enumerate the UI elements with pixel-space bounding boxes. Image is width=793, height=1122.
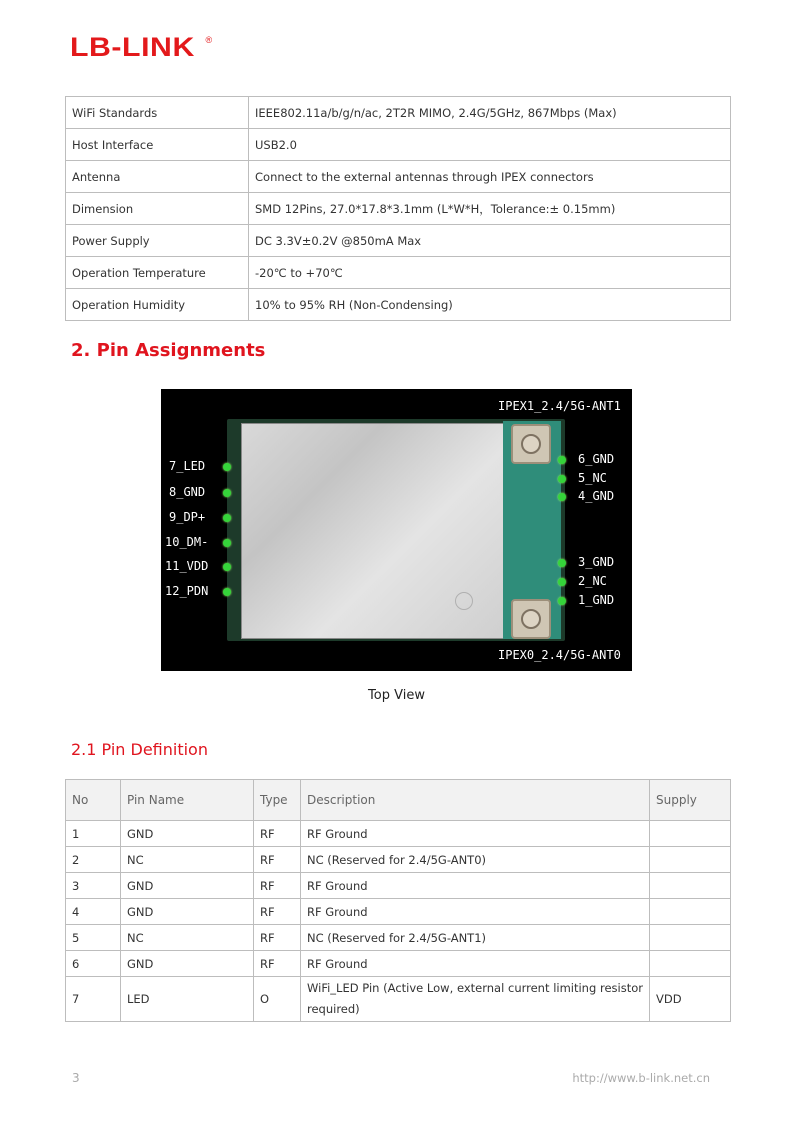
table-row [66, 225, 731, 257]
ipex-connector-ant1 [511, 424, 551, 464]
table-header-row [66, 780, 731, 821]
pin-no: 7 [66, 977, 121, 1022]
pin-label: 10_DM- [165, 535, 209, 549]
table-row [66, 257, 731, 289]
table-row [66, 847, 731, 873]
page-number: 3 [72, 1071, 80, 1085]
footer-link[interactable]: http://www.b-link.net.cn [572, 1071, 710, 1085]
pin-name: LED [121, 977, 254, 1022]
pin-desc: RF Ground [301, 951, 650, 977]
spec-value: USB2.0 [249, 129, 731, 161]
pin-pad [558, 456, 566, 464]
pin-no: 5 [66, 925, 121, 951]
pin-pad [223, 489, 231, 497]
table-row [66, 873, 731, 899]
pin-label: 11_VDD [165, 559, 209, 573]
pin-definition-table [65, 779, 731, 1022]
section-heading: 2. Pin Assignments [71, 340, 266, 361]
column-header: Pin Name [121, 780, 254, 821]
pin-name: NC [121, 847, 254, 873]
pin-supply [650, 821, 731, 847]
table-row [66, 289, 731, 321]
pin-type: RF [254, 821, 301, 847]
pin-type: RF [254, 873, 301, 899]
column-header: Supply [650, 780, 731, 821]
registered-mark: ® [205, 35, 213, 45]
pin-pad [558, 578, 566, 586]
pin-no: 2 [66, 847, 121, 873]
pin-no: 4 [66, 899, 121, 925]
pin-pad [223, 514, 231, 522]
pin-pad [223, 463, 231, 471]
pin-label: 1_GND [578, 593, 615, 607]
table-row [66, 161, 731, 193]
pin-desc: WiFi_LED Pin (Active Low, external current limiting resistor required) [301, 977, 650, 1022]
pin-desc: NC (Reserved for 2.4/5G-ANT0) [301, 847, 650, 873]
pin-name: NC [121, 925, 254, 951]
spec-value: 10% to 95% RH (Non-Condensing) [249, 289, 731, 321]
ant1-label: IPEX1_2.4/5G-ANT1 [498, 399, 621, 413]
pin-no: 1 [66, 821, 121, 847]
spec-key: Dimension [66, 193, 249, 225]
pin-label: 6_GND [578, 452, 615, 466]
pin-label: 3_GND [578, 555, 615, 569]
pin-name: GND [121, 899, 254, 925]
pin-pad [558, 493, 566, 501]
pin-type: RF [254, 899, 301, 925]
pin-pad [558, 559, 566, 567]
pin-desc: RF Ground [301, 873, 650, 899]
spec-key: Power Supply [66, 225, 249, 257]
spec-value: SMD 12Pins, 27.0*17.8*3.1mm (L*W*H，Tolerance:± 0.15mm) [249, 193, 731, 225]
pin-type: O [254, 977, 301, 1022]
spec-key: Operation Humidity [66, 289, 249, 321]
pin-pad [223, 539, 231, 547]
spec-value: -20℃ to +70℃ [249, 257, 731, 289]
subsection-heading: 2.1 Pin Definition [71, 740, 208, 759]
pin-no: 6 [66, 951, 121, 977]
pin-pad [223, 588, 231, 596]
pin-label: 4_GND [578, 489, 615, 503]
pin-label: 12_PDN [165, 584, 209, 598]
pin-name: GND [121, 821, 254, 847]
pin-label: 7_LED [169, 459, 206, 473]
brand-logo [70, 33, 212, 61]
pin-name: GND [121, 951, 254, 977]
pin-name: GND [121, 873, 254, 899]
table-row [66, 97, 731, 129]
shield-hole [455, 592, 473, 610]
pin-label: 5_NC [578, 471, 607, 485]
column-header: Type [254, 780, 301, 821]
spec-value: Connect to the external antennas through IPEX connectors [249, 161, 731, 193]
pin-type: RF [254, 847, 301, 873]
figure-caption: Top View [368, 688, 425, 703]
ant0-label: IPEX0_2.4/5G-ANT0 [498, 648, 621, 662]
pin-supply: VDD [650, 977, 731, 1022]
column-header: Description [301, 780, 650, 821]
spec-table [65, 96, 731, 321]
spec-key: Antenna [66, 161, 249, 193]
pin-pad [558, 597, 566, 605]
table-row [66, 951, 731, 977]
spec-key: Host Interface [66, 129, 249, 161]
spec-value: IEEE802.11a/b/g/n/ac, 2T2R MIMO, 2.4G/5GHz, 867Mbps (Max) [249, 97, 731, 129]
pin-supply [650, 951, 731, 977]
pin-supply [650, 925, 731, 951]
ipex-connector-ant0 [511, 599, 551, 639]
pin-no: 3 [66, 873, 121, 899]
pin-desc: RF Ground [301, 821, 650, 847]
spec-value: DC 3.3V±0.2V @850mA Max [249, 225, 731, 257]
pin-label: 2_NC [578, 574, 607, 588]
pin-type: RF [254, 951, 301, 977]
table-row [66, 129, 731, 161]
table-row [66, 925, 731, 951]
pin-supply [650, 847, 731, 873]
spec-key: WiFi Standards [66, 97, 249, 129]
spec-key: Operation Temperature [66, 257, 249, 289]
table-row [66, 977, 731, 1022]
pin-desc: RF Ground [301, 899, 650, 925]
pin-supply [650, 899, 731, 925]
pin-pad [223, 563, 231, 571]
table-row [66, 193, 731, 225]
table-row [66, 899, 731, 925]
pin-desc: NC (Reserved for 2.4/5G-ANT1) [301, 925, 650, 951]
module-photo [161, 389, 632, 671]
pin-pad [558, 475, 566, 483]
pin-supply [650, 873, 731, 899]
table-row [66, 821, 731, 847]
pin-label: 9_DP+ [169, 510, 206, 524]
pin-label: 8_GND [169, 485, 206, 499]
pin-type: RF [254, 925, 301, 951]
column-header: No [66, 780, 121, 821]
logo-text: LB-LINK [70, 32, 195, 62]
